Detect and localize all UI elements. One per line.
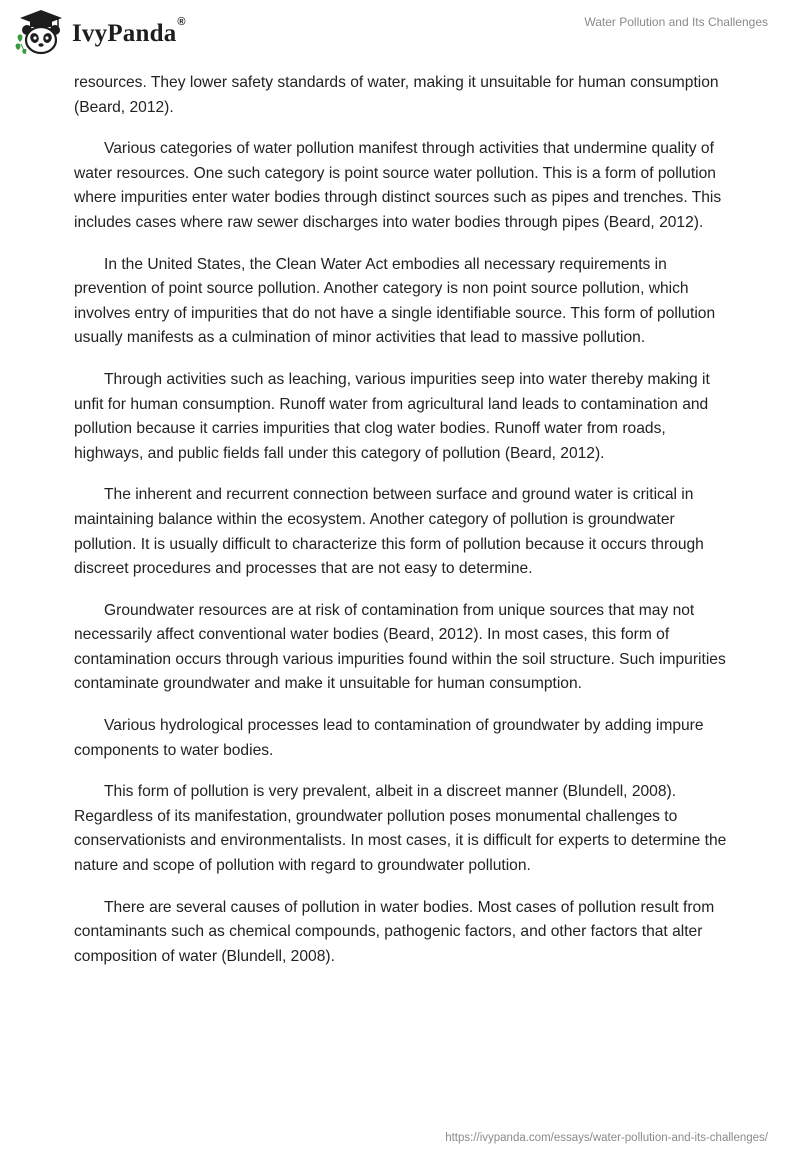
paragraph: Groundwater resources are at risk of contamination from unique sources that may not necessarily affect conventional water bodies (Beard, 2012). In most cases, this form of contamination occurs through various impurities found within the soil structure. Such impurities contaminate groundwater and make it unsuitable for human consumption. <box>74 601 726 693</box>
paragraph: Various categories of water pollution manifest through activities that undermine quality of water resources. One such category is point source water pollution. This is a form of pollution where impurities enter water bodies through distinct sources such as pipes and trenches. This includes cases where raw sewer discharges into water bodies through pipes (Beard, 2012). <box>74 140 722 231</box>
document-title: Water Pollution and Its Challenges <box>584 15 768 29</box>
paragraph: Through activities such as leaching, various impurities seep into water thereby making it unfit for human consumption. Runoff water from agricultural land leads to contamination and pollution because it carries impurities that clog water bodies. Runoff water from roads, highways, and public fields fall under this category of pollution (Beard, 2012). <box>74 370 710 462</box>
paragraph: resources. They lower safety standards of water, making it unsuitable for human consumption (Beard, 2012). <box>74 74 719 116</box>
paragraph: This form of pollution is very prevalent, albeit in a discreet manner (Blundell, 2008). Regardless of its manifestation, groundwater pollution poses monumental challenges to conservationists and environmentalists. In most cases, it is difficult for experts to determine the nature and scope of pollution with regard to groundwater pollution. <box>74 783 727 875</box>
ivypanda-logo[interactable] <box>14 8 186 58</box>
paragraph: There are several causes of pollution in water bodies. Most cases of pollution result from contaminants such as chemical compounds, pathogenic factors, and other factors that alter composition of water (Blundell, 2008). <box>74 898 715 965</box>
panda-graduate-icon <box>14 8 68 58</box>
brand-name: IvyPanda® <box>72 16 186 47</box>
paragraph: In the United States, the Clean Water Act embodies all necessary requirements in prevention of point source pollution. Another category is non point source pollution, which involves entry of impurities that do not have a single identifiable source. This form of pollution usually manifests as a culmination of minor activities that lead to massive pollution. <box>74 255 716 347</box>
registered-mark: ® <box>177 16 186 28</box>
paragraph: Various hydrological processes lead to contamination of groundwater by adding impure components to water bodies. <box>74 717 704 759</box>
paragraph: The inherent and recurrent connection between surface and ground water is critical in maintaining balance within the ecosystem. Another category of pollution is groundwater pollution. It is usually difficult to characterize this form of pollution because it occurs through discreet procedures and processes that are not easy to determine. <box>74 486 704 578</box>
page-header <box>0 0 800 64</box>
essay-body <box>74 71 734 986</box>
source-url-link[interactable]: https://ivypanda.com/essays/water-pollution-and-its-challenges/ <box>445 1132 768 1144</box>
